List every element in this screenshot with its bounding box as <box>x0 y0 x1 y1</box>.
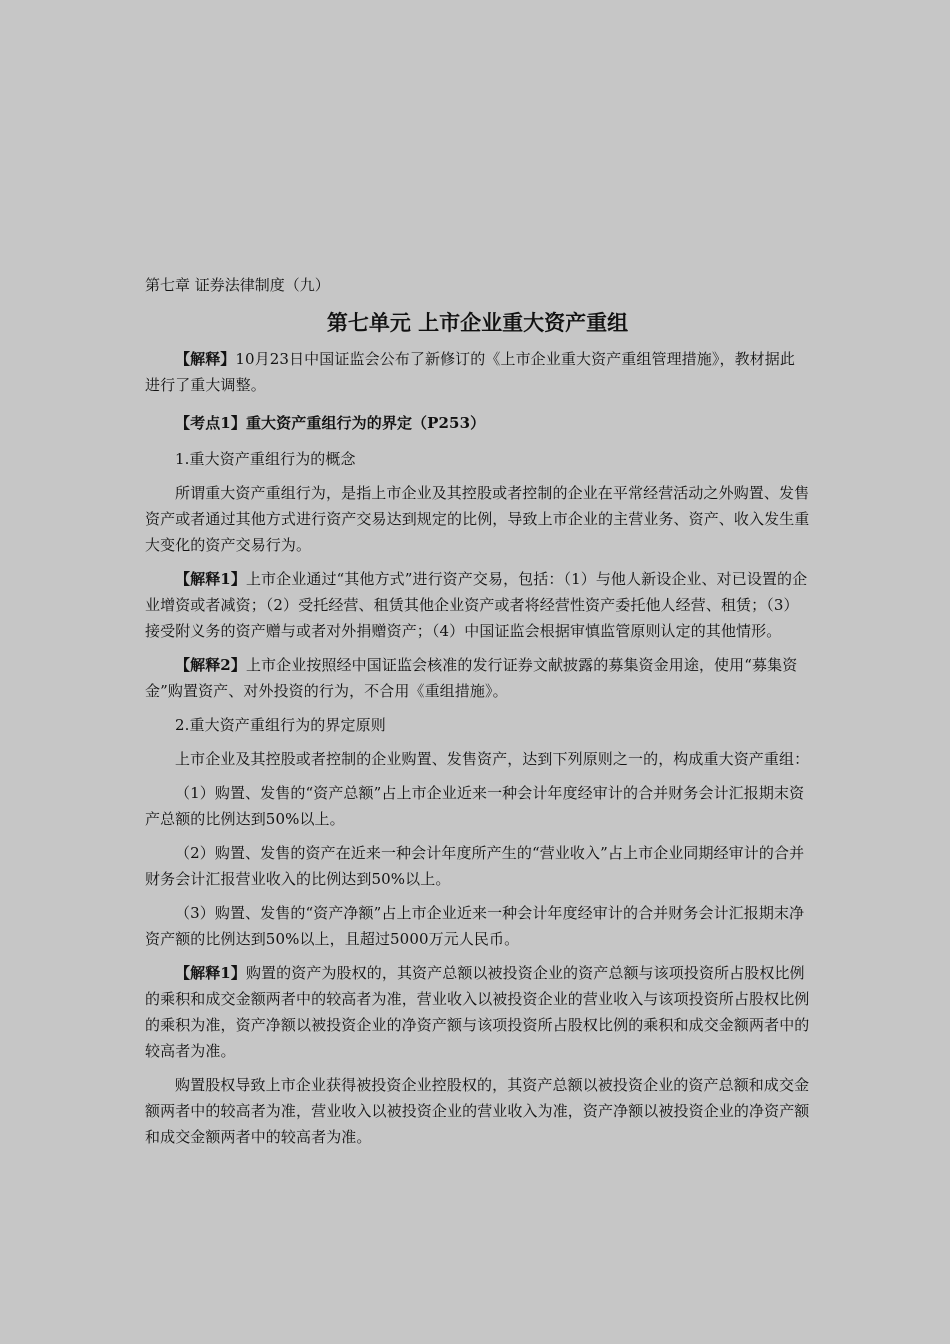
paragraph-text: 所谓重大资产重组行为，是指上市企业及其控股或者控制的企业在平常经营活动之外购置、发售资产或者通过其他方式进行资产交易达到规定的比例，导致上市企业的主营业务、资产、收入发生重大变化的资产交易行为。 <box>145 484 810 554</box>
section-heading-principles <box>145 712 810 738</box>
paragraph-text: 1.重大资产重组行为的概念 <box>175 450 356 468</box>
paragraph-criterion-1 <box>145 780 810 832</box>
paragraph-text: （3）购置、发售的“资产净额”占上市企业近来一种会计年度经审计的合并财务会计汇报期末净资产额的比例达到50%以上，且超过5000万元人民币。 <box>145 904 805 948</box>
paragraph-text: 购置的资产为股权的，其资产总额以被投资企业的资产总额与该项投资所占股权比例的乘积和成交金额两者中的较高者为准，营业收入以被投资企业的营业收入与该项投资所占股权比例的乘积为准，资产净额以被投资企业的净资产额与该项投资所占股权比例的乘积和成交金额两者中的较高者为准。 <box>145 964 810 1060</box>
key-point-heading <box>145 410 810 436</box>
paragraph-text: 10月23日中国证监会公布了新修订的《上市企业重大资产重组管理措施》，教材据此进行了重大调整。 <box>145 350 795 394</box>
unit-title: 第七单元 上市企业重大资产重组 <box>326 311 629 335</box>
paragraph-note-1 <box>145 566 810 644</box>
section-heading-concept <box>145 446 810 472</box>
paragraph-text: 2.重大资产重组行为的界定原则 <box>175 716 386 734</box>
paragraph-note-equity <box>145 960 810 1064</box>
paragraph-text: （2）购置、发售的资产在近来一种会计年度所产生的“营业收入”占上市企业同期经审计的合并财务会计汇报营业收入的比例达到50%以上。 <box>145 844 805 888</box>
key-point-label: 【考点1】 <box>175 414 246 432</box>
paragraph-text: 上市企业按照经中国证监会核准的发行证券文献披露的募集资金用途，使用“募集资金”购置资产、对外投资的行为，不合用《重组措施》。 <box>145 656 798 700</box>
chapter-heading: 第七章 证券法律制度（九） <box>145 276 330 294</box>
paragraph-note-2 <box>145 652 810 704</box>
paragraph-note-intro <box>145 346 810 398</box>
note-label: 【解释1】 <box>175 570 246 588</box>
note-label: 【解释2】 <box>175 656 246 674</box>
page-content <box>145 270 810 1158</box>
paragraph-principles-intro <box>145 746 810 772</box>
note-label: 【解释1】 <box>175 964 246 982</box>
paragraph-text: 购置股权导致上市企业获得被投资企业控股权的，其资产总额以被投资企业的资产总额和成交金额两者中的较高者为准，营业收入以被投资企业的营业收入为准，资产净额以被投资企业的净资产额和成交金额两者中的较高者为准。 <box>145 1076 810 1146</box>
paragraph-text: 上市企业通过“其他方式”进行资产交易，包括：（1）与他人新设企业、对已设置的企业增资或者减资；（2）受托经营、租赁其他企业资产或者将经营性资产委托他人经营、租赁；（3）接受附义务的资产赠与或者对外捐赠资产；（4）中国证监会根据审慎监管原则认定的其他情形。 <box>145 570 808 640</box>
paragraph-criterion-3 <box>145 900 810 952</box>
paragraph-control-acquisition <box>145 1072 810 1150</box>
paragraph-text: （1）购置、发售的“资产总额”占上市企业近来一种会计年度经审计的合并财务会计汇报期末资产总额的比例达到50%以上。 <box>145 784 805 828</box>
paragraph-criterion-2 <box>145 840 810 892</box>
paragraph-text: 上市企业及其控股或者控制的企业购置、发售资产，达到下列原则之一的，构成重大资产重组： <box>175 750 810 768</box>
note-label: 【解释】 <box>175 350 236 368</box>
paragraph-definition <box>145 480 810 558</box>
key-point-text: 重大资产重组行为的界定（P253） <box>245 414 486 432</box>
